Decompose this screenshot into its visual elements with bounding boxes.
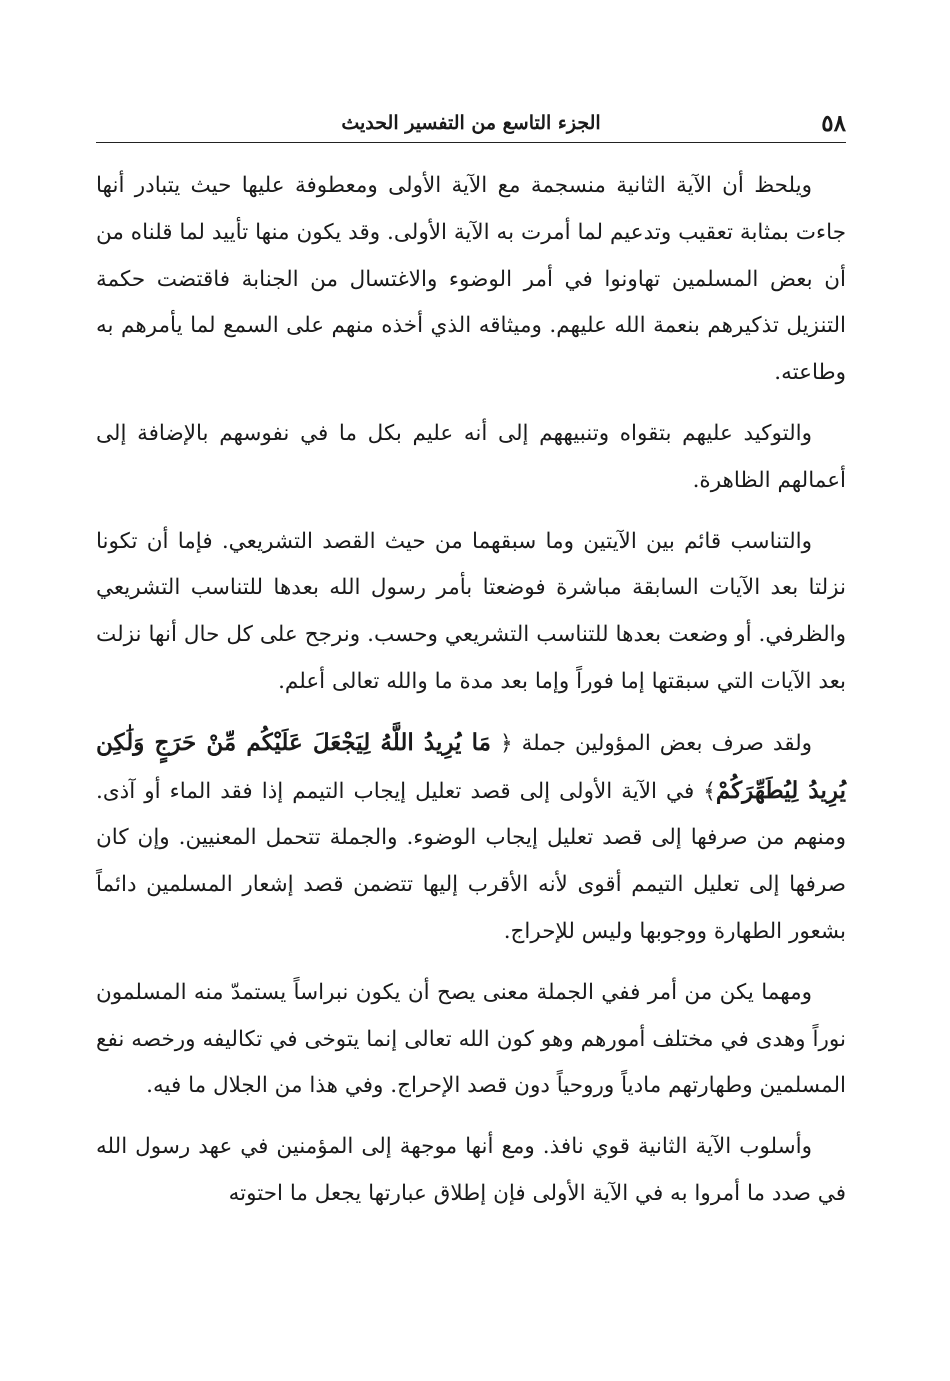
- paragraph-6: وأسلوب الآية الثانية قوي نافذ. ومع أنها موجهة إلى المؤمنين في عهد رسول الله في صدد ما أمروا به في الآية الأولى فإن إطلاق عبارتها يجعل ما احتوته: [96, 1134, 846, 1206]
- page-header: [96, 108, 846, 143]
- quran-open-brace: ﴿: [499, 730, 513, 756]
- quran-verse: مَا يُرِيدُ اللَّهُ لِيَجْعَلَ عَلَيْكُم مِّنْ حَرَجٍ وَلَٰكِن يُرِيدُ لِيُطَهِّرَكُمْ: [96, 728, 847, 804]
- page-number: ٥٨: [821, 110, 846, 137]
- quran-close-brace: ﴾: [703, 778, 716, 804]
- paragraph-1: ويلحظ أن الآية الثانية منسجمة مع الآية الأولى ومعطوفة عليها حيث يتبادر أنها جاءت بمثابة تعقيب وتدعيم لما أمرت به الآية الأولى. وقد يكون منها تأييد لما قلناه من أن بعض المسلمين تهاونوا في أمر الوضوء والاغتسال من الجنابة فاقتضت حكمة التنزيل تذكيرهم بنعمة الله عليهم. وميثاقه الذي أخذه منهم على السمع لما يأمرهم به وطاعته.: [96, 173, 846, 386]
- page-body: [96, 163, 846, 1218]
- paragraph-3: والتناسب قائم بين الآيتين وما سبقهما من حيث القصد التشريعي. فإما أن تكونا نزلتا بعد الآيات السابقة مباشرة فوضعتا بأمر رسول الله بعدها للتناسب التشريعي والظرفي. أو وضعت بعدها للتناسب التشريعي وحسب. ونرجح على كل حال أنها نزلت بعد الآيات التي سبقتها إما فوراً وإما بعد مدة ما والله تعالى أعلم.: [96, 528, 846, 694]
- quran-explanation-text: في الآية الأولى إلى قصد تعليل إيجاب التيمم إذا فقد الماء أو آذى. ومنهم من صرفها إلى قصد تعليل إيجاب الوضوء. والجملة تتحمل المعنيين. وإن كان صرفها إلى تعليل التيمم أقوى لأنه الأقرب إليها تتضمن قصد إشعار المسلمين دائماً بشعور الطهارة ووجوبها وليس للإحراج.: [96, 778, 846, 944]
- paragraph-quran-interpretation: [96, 720, 846, 956]
- running-title: الجزء التاسع من التفسير الحديث: [341, 112, 601, 134]
- quran-intro-text: ولقد صرف بعض المؤولين جملة: [521, 730, 813, 756]
- book-page: [96, 108, 846, 1218]
- paragraph-2: والتوكيد عليهم بتقواه وتنبيههم إلى أنه عليم بكل ما في نفوسهم بالإضافة إلى أعمالهم الظاهرة.: [96, 420, 846, 493]
- paragraph-5: ومهما يكن من أمر ففي الجملة معنى يصح أن يكون نبراساً يستمدّ منه المسلمون نوراً وهدى في مختلف أمورهم وهو كون الله تعالى إنما يتوخى في تكاليفه ورخصه نفع المسلمين وطهارتهم مادياً وروحياً دون قصد الإحراج. وفي هذا من الجلال ما فيه.: [96, 979, 846, 1099]
